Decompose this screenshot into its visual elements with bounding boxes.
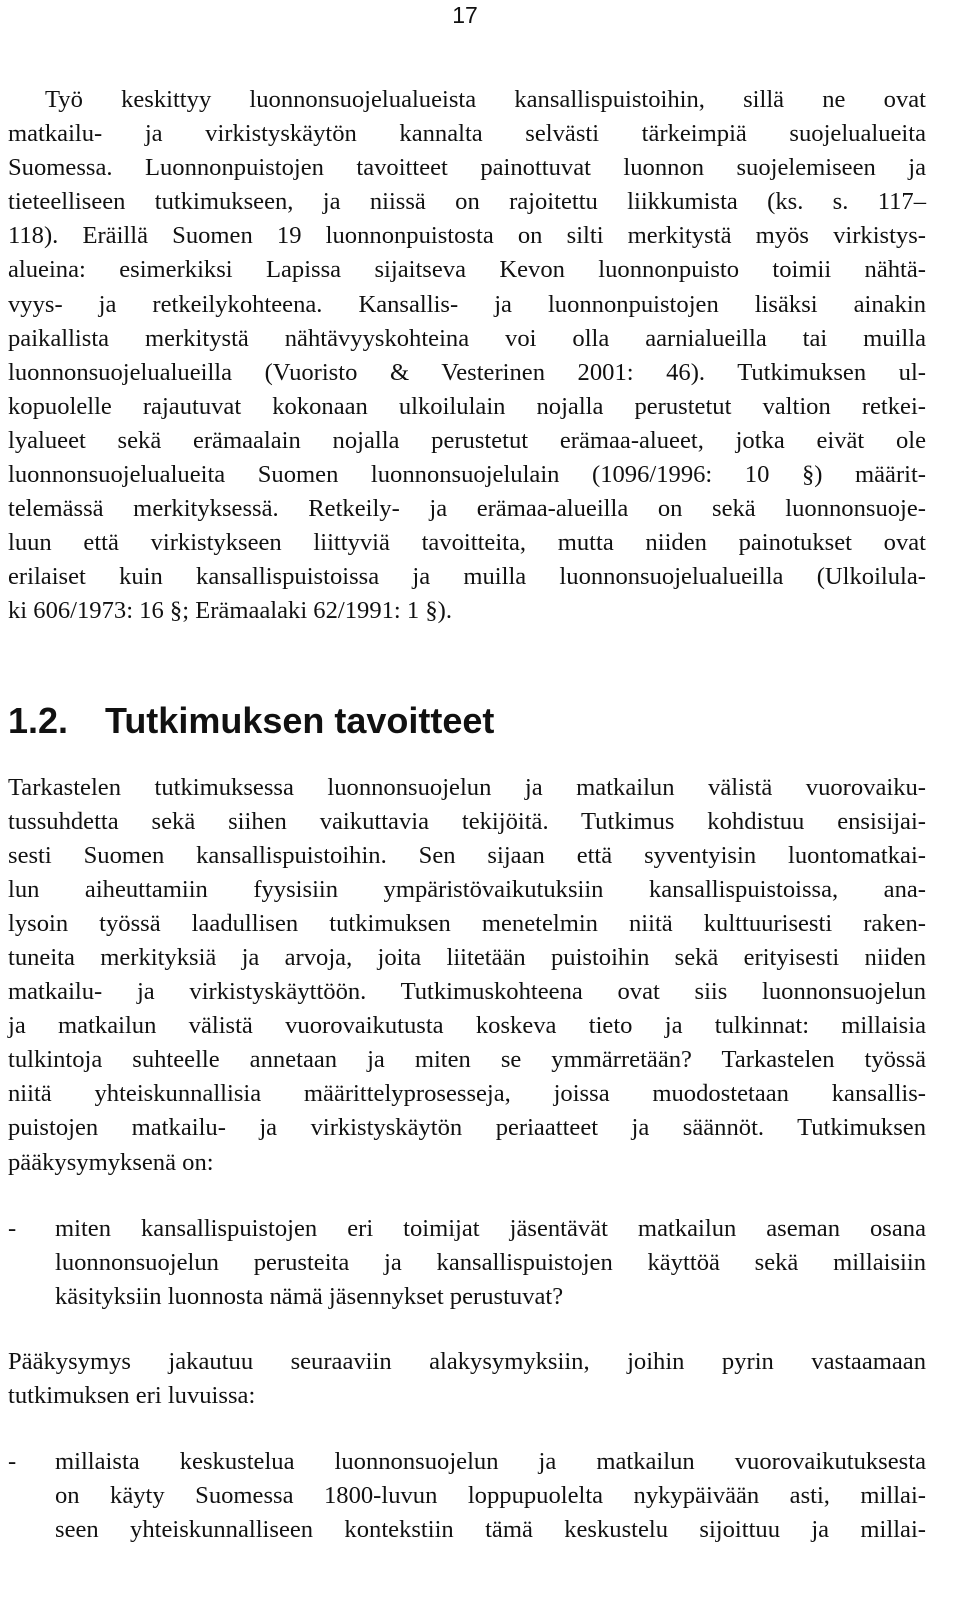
document-body <box>8 83 926 1547</box>
paragraph-1-body <box>8 117 926 628</box>
paragraph-line: kopuolelle rajautuvat kokonaan ulkoilulain nojalla perustetut valtion retkei- <box>8 392 926 420</box>
paragraph-line: matkailu- ja virkistyskäyttöön. Tutkimuskohteena ovat siis luonnonsuojelun <box>8 978 926 1006</box>
paragraph-line: pääkysymyksenä on: <box>8 1148 214 1176</box>
list-item-sub-question <box>8 1445 926 1547</box>
paragraph-line: tulkintoja suhteelle annetaan ja miten se ymmärretään? Tarkastelen työssä <box>8 1046 926 1074</box>
list-dash: - <box>8 1214 17 1242</box>
list-line: miten kansallispuistojen eri toimijat jäsentävät matkailun aseman osana <box>55 1214 926 1242</box>
paragraph-line: luun että virkistykseen liittyviä tavoitteita, mutta niiden painotukset ovat <box>8 529 926 557</box>
paragraph-line: niitä yhteiskunnallisia määrittelyprosesseja, joissa muodostetaan kansallis- <box>8 1080 926 1108</box>
paragraph-line: puistojen matkailu- ja virkistyskäytön periaatteet ja säännöt. Tutkimuksen <box>8 1114 926 1142</box>
paragraph-line: tuneita merkityksiä ja arvoja, joita liitetään puistoihin sekä erityisesti niiden <box>8 943 926 971</box>
paragraph-line: tussuhdetta sekä siihen vaikuttavia tekijöitä. Tutkimus kohdistuu ensisijai- <box>8 807 926 835</box>
paragraph-line: matkailu- ja virkistyskäytön kannalta selvästi tärkeimpiä suojelualueita <box>8 120 926 148</box>
paragraph-line: erilaiset kuin kansallispuistoissa ja muilla luonnonsuojelualueilla (Ulkoilula- <box>8 563 926 591</box>
paragraph-line: vyys- ja retkeilykohteena. Kansallis- ja luonnonpuistojen lisäksi ainakin <box>8 290 926 318</box>
section-number: 1.2. <box>8 699 69 741</box>
paragraph-line: ki 606/1973: 16 §; Erämaalaki 62/1991: 1 §). <box>8 597 452 625</box>
paragraph-1 <box>8 83 926 117</box>
list-item-text <box>55 1445 926 1547</box>
paragraph-line: Tarkastelen tutkimuksessa luonnonsuojelun ja matkailun välistä vuorovaiku- <box>8 773 926 801</box>
paragraph-line: telemässä merkityksessä. Retkeily- ja erämaa-alueilla on sekä luonnonsuoje- <box>8 495 926 523</box>
list-line: millaista keskustelua luonnonsuojelun ja matkailun vuorovaikutuksesta <box>55 1448 926 1476</box>
paragraph-line: luonnonsuojelualueilla (Vuoristo & Vesterinen 2001: 46). Tutkimuksen ul- <box>8 358 926 386</box>
list-line: käsityksiin luonnosta nämä jäsennykset perustuvat? <box>55 1282 564 1310</box>
list-line: seen yhteiskunnalliseen kontekstiin tämä keskustelu sijoittuu ja millai- <box>55 1516 926 1544</box>
paragraph-3 <box>8 1345 926 1413</box>
paragraph-line: Työ keskittyy luonnonsuojelualueista kansallispuistoihin, sillä ne ovat <box>45 86 926 113</box>
paragraph-line: 118). Eräillä Suomen 19 luonnonpuistosta on silti merkitystä myös virkistys- <box>8 222 926 250</box>
list-item-main-question <box>8 1212 926 1314</box>
paragraph-line: sesti Suomen kansallispuistoihin. Sen sijaan että syventyisin luontomatkai- <box>8 841 926 869</box>
paragraph-line: lun aiheuttamiin fyysisiin ympäristövaikutuksiin kansallispuistoissa, ana- <box>8 875 926 903</box>
paragraph-line: Pääkysymys jakautuu seuraaviin alakysymyksiin, joihin pyrin vastaamaan <box>8 1347 926 1375</box>
page-number: 17 <box>452 2 478 28</box>
paragraph-line: alueina: esimerkiksi Lapissa sijaitseva Kevon luonnonpuisto toimii nähtä- <box>8 256 926 284</box>
list-line: luonnonsuojelun perusteita ja kansallispuistojen käyttöä sekä millaisiin <box>55 1248 926 1276</box>
paragraph-line: Suomessa. Luonnonpuistojen tavoitteet painottuvat luonnon suojelemiseen ja <box>8 154 926 182</box>
paragraph-line: luonnonsuojelualueita Suomen luonnonsuojelulain (1096/1996: 10 §) määrit- <box>8 461 926 489</box>
paragraph-line: paikallista merkitystä nähtävyyskohteina voi olla aarnialueilla tai muilla <box>8 324 926 352</box>
list-item-text <box>55 1212 926 1314</box>
paragraph-line: lyalueet sekä erämaalain nojalla perustetut erämaa-alueet, jotka eivät ole <box>8 426 926 454</box>
section-title: Tutkimuksen tavoitteet <box>105 699 495 741</box>
section-heading <box>8 700 926 760</box>
list-dash: - <box>8 1448 17 1476</box>
list-line: on käyty Suomessa 1800-luvun loppupuolelta nykypäivään asti, millai- <box>55 1482 926 1510</box>
paragraph-line: ja matkailun välistä vuorovaikutusta koskeva tieto ja tulkinnat: millaisia <box>8 1012 926 1040</box>
paragraph-2 <box>8 771 926 1180</box>
paragraph-line: tieteelliseen tutkimukseen, ja niissä on rajoitettu liikkumista (ks. s. 117– <box>8 188 926 216</box>
paragraph-line: tutkimuksen eri luvuissa: <box>8 1382 256 1409</box>
paragraph-line: lysoin työssä laadullisen tutkimuksen menetelmin niitä kulttuurisesti raken- <box>8 909 926 937</box>
